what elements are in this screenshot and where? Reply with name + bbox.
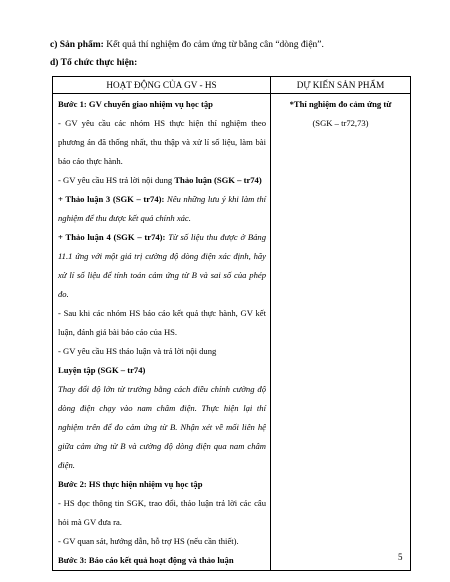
product-text: Kết quả thí nghiệm đo cảm ứng từ bằng cân “dòng điện”.: [103, 40, 324, 50]
step2-title: Bước 2: HS thực hiện nhiệm vụ học tập: [58, 479, 203, 489]
task-paragraph-2: [58, 171, 266, 190]
product-line: [50, 40, 324, 50]
discussion-3-label: + Thảo luận 3 (SGK – tr74):: [58, 194, 165, 204]
practice-text: Thay đổi độ lớn từ trường bằng cách điều chỉnh cường độ dòng điện chạy vào nam châm điện. Thực hiện lại thí nghiệm trên để đo cảm ứng từ B. Nhận xét về mối liên hệ giữa cảm ứng từ B và cường độ dòng điện qua nam châm điện.: [58, 384, 266, 470]
discussion-4-label: + Thảo luận 4 (SGK – tr74):: [58, 232, 166, 242]
products-cell: [271, 94, 411, 571]
task-paragraph-9: - HS đọc thông tin SGK, trao đổi, thảo luận trả lời các câu hỏi mà GV đưa ra.: [58, 498, 266, 527]
step3-title: Bước 3: Báo cáo kết quả hoạt động và thảo luận: [58, 555, 234, 565]
discussion-3: [58, 190, 266, 228]
activities-cell: [53, 94, 271, 571]
activity-table: [52, 76, 411, 571]
discussion-4: [58, 228, 266, 304]
practice-heading: Luyện tập (SGK – tr74): [58, 365, 146, 375]
product-label: c) Sản phẩm:: [50, 40, 104, 50]
table-body-row: [53, 94, 411, 571]
discussion-4-text: Từ số liệu thu được ở Bảng 11.1 ứng với một giá trị cường độ dòng điện xác định, hãy xử lí số liệu để tính toán cảm ứng từ B và sai số của phép đo.: [58, 232, 266, 299]
col-header-products: DỰ KIẾN SẢN PHẨM: [271, 77, 411, 94]
task-paragraph-2-text: - GV yêu cầu HS trả lời nội dung: [58, 175, 175, 185]
task-paragraph-2-bold: Thảo luận (SGK – tr74): [174, 175, 262, 185]
discussion-3-text: Nêu những lưu ý khi làm thí nghiệm để thu được kết quả chính xác.: [58, 194, 267, 223]
page-number: 5: [398, 552, 403, 562]
table-header-row: [53, 77, 411, 94]
step1-title: Bước 1: GV chuyển giao nhiệm vụ học tập: [58, 99, 213, 109]
task-paragraph-6: - GV yêu cầu HS thảo luận và trả lời nội dung: [58, 346, 217, 356]
experiment-title: *Thí nghiệm đo cảm ứng từ: [289, 99, 392, 109]
col-header-activities: HOẠT ĐỘNG CỦA GV - HS: [53, 77, 271, 94]
organization-heading: d) Tổ chức thực hiện:: [50, 58, 138, 68]
task-paragraph-1: - GV yêu cầu các nhóm HS thực hiện thí nghiệm theo phương án đã thống nhất, thu thập và xử lí số liệu, làm bài báo cáo thực hành.: [58, 118, 266, 166]
task-paragraph-10: - GV quan sát, hướng dẫn, hỗ trợ HS (nếu cần thiết).: [58, 536, 239, 546]
task-paragraph-5: - Sau khi các nhóm HS báo cáo kết quả thực hành, GV kết luận, đánh giá bài báo cáo của HS.: [58, 308, 266, 337]
experiment-reference: (SGK – tr72,73): [312, 118, 369, 128]
